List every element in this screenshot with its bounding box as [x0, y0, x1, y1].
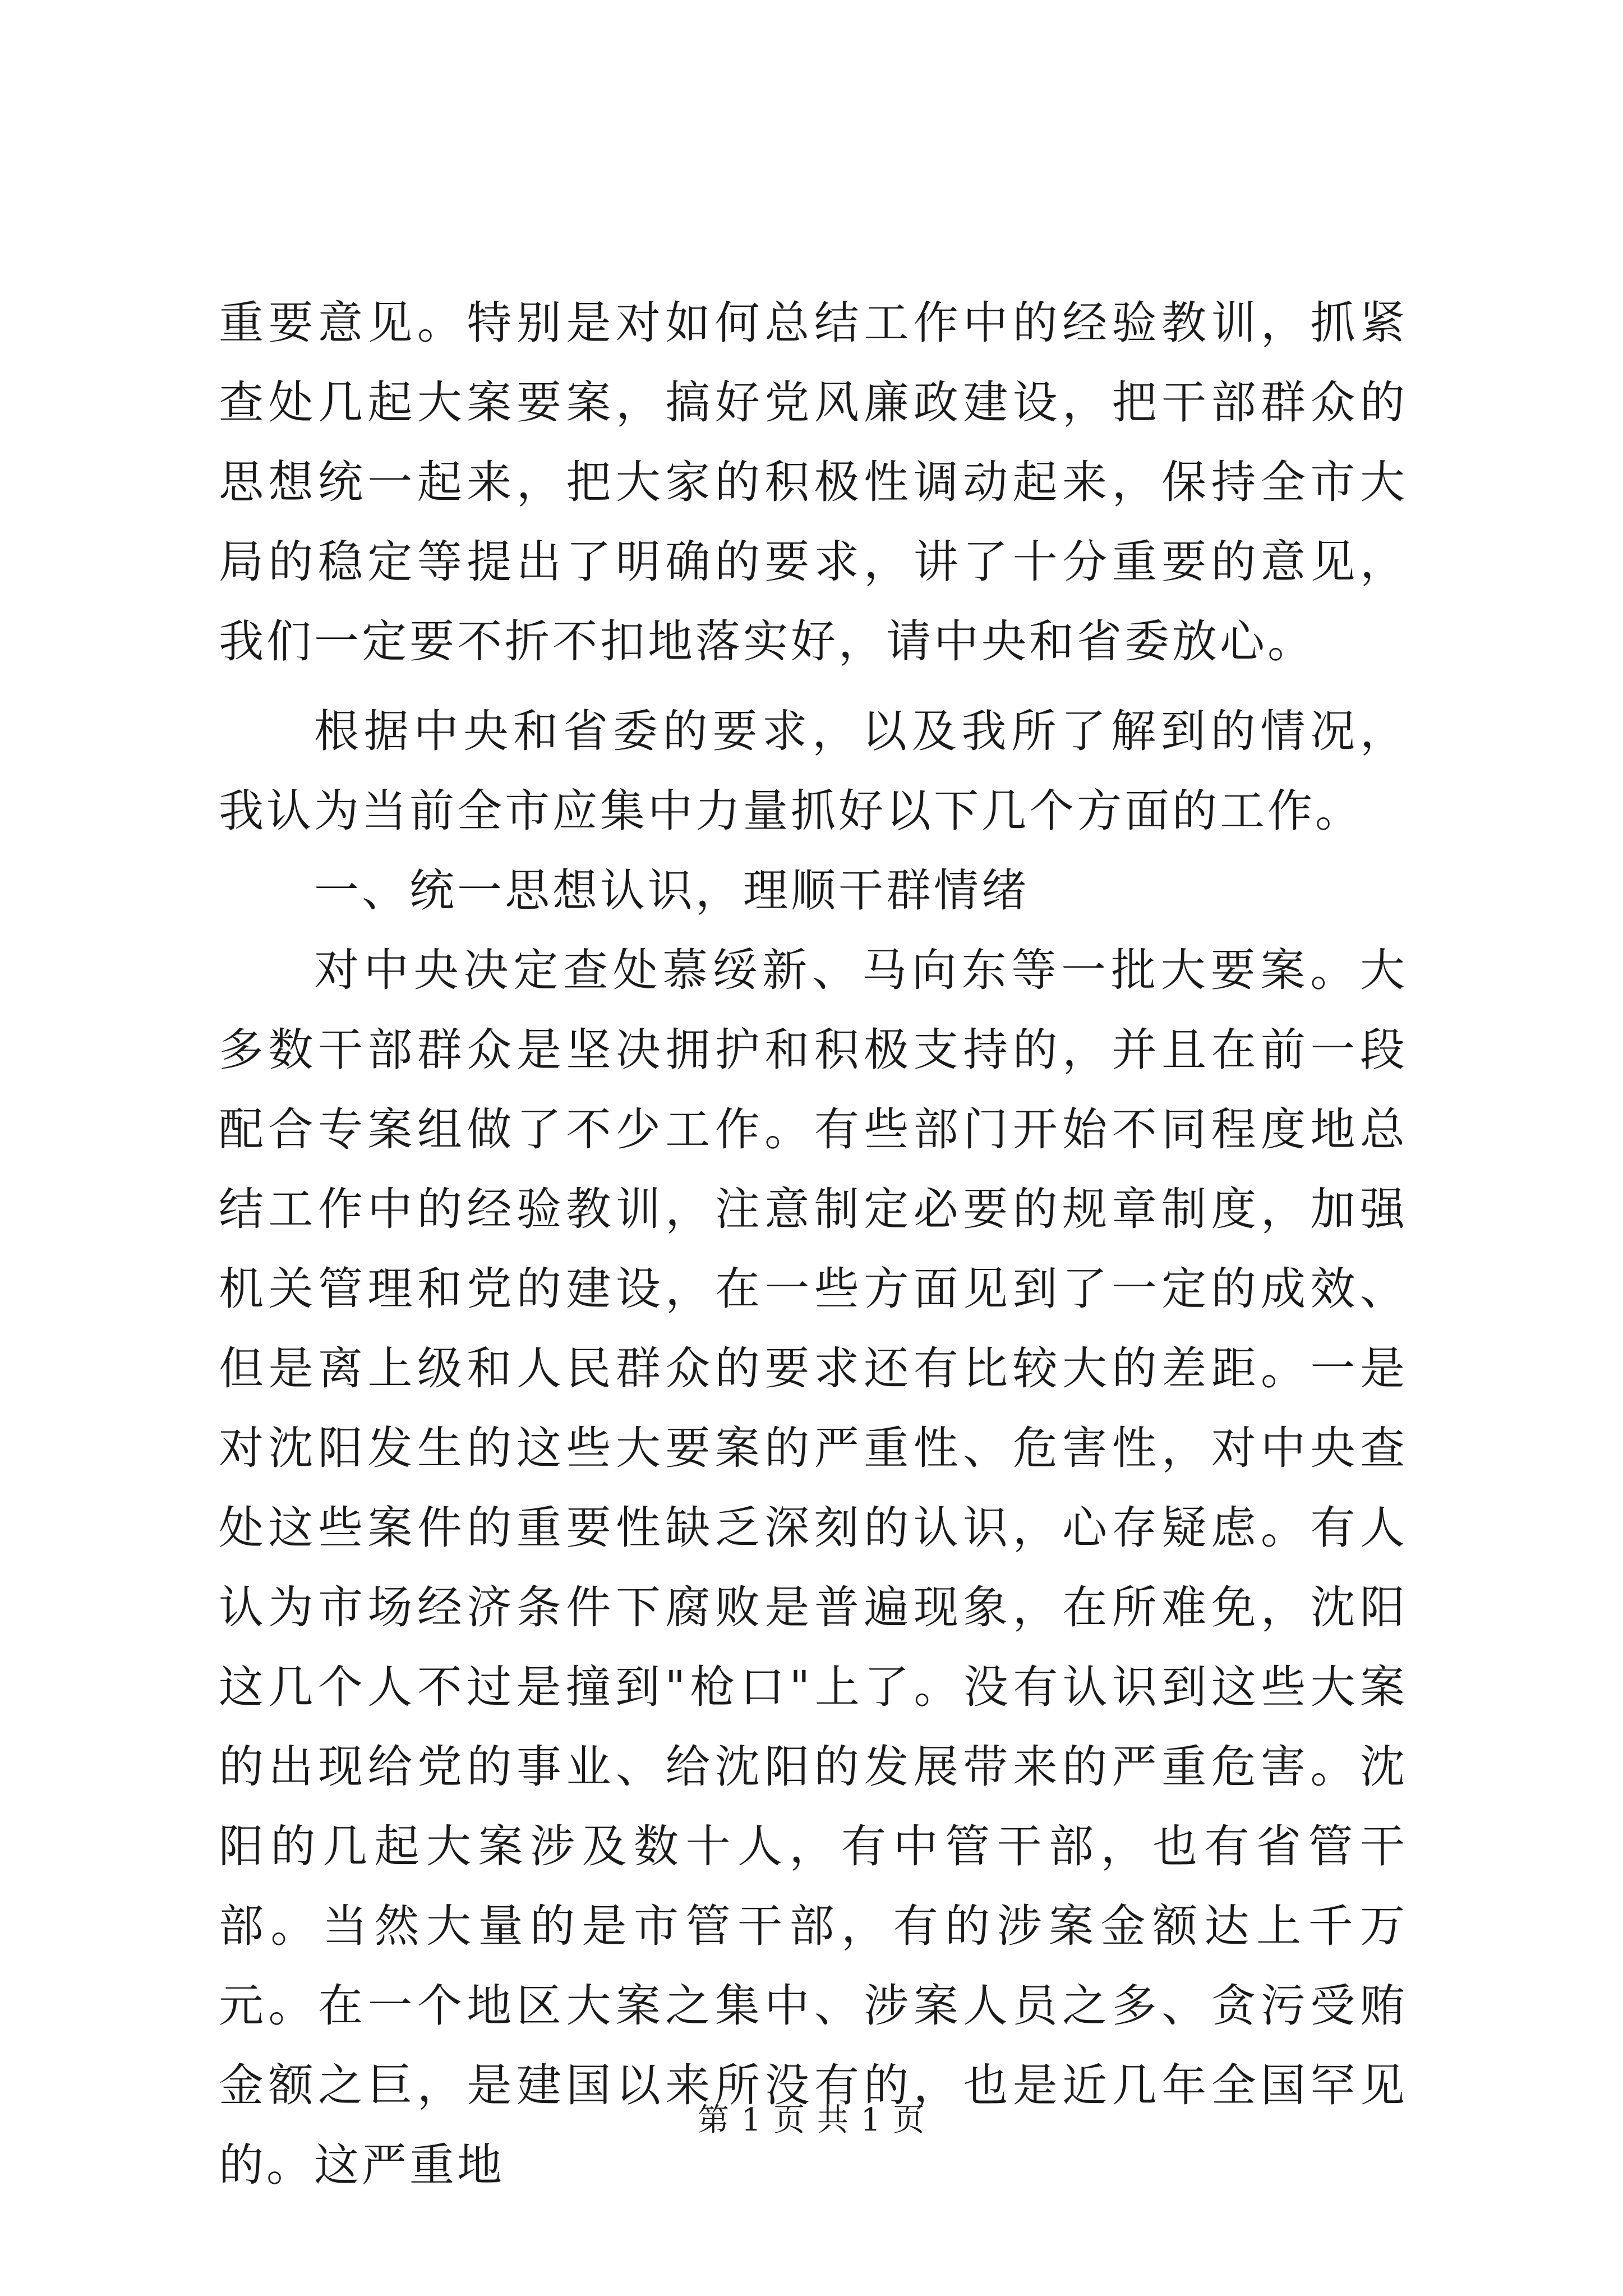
paragraph-2: 根据中央和省委的要求，以及我所了解到的情况，我认为当前全市应集中力量抓好以下几个方面的工作。 — [219, 705, 1408, 837]
paragraph-3: 对中央决定查处慕绥新、马向东等一批大要案。大多数干部群众是坚决拥护和积极支持的，并且在前一段配合专案组做了不少工作。有些部门开始不同程度地总结工作中的经验教训，注意制定必要的规章制度，加强机关管理和党的建设，在一些方面见到了一定的成效、但是离上级和人民群众的要求还有比较大的差距。一是对沈阳发生的这些大要案的严重性、危害性，对中央查处这些案件的重要性缺乏深刻的认识，心存疑虑。有人认为市场经济条件下腐败是普遍现象，在所难免，沈阳这几个人不过是撞到"枪口"上了。没有认识到这些大案的出现给党的事业、给沈阳的发展带来的严重危害。沈阳的几起大案涉及数十人，有中管干部，也有省管干部。当然大量的是市管干部，有的涉案金额达上千万元。在一个地区大案之集中、涉案人员之多、贪污受贿金额之巨，是建国以来所没有的，也是近几年全国罕见的。这严重地 — [219, 944, 1408, 2191]
paragraph-1: 重要意见。特别是对如何总结工作中的经验教训，抓紧查处几起大案要案，搞好党风廉政建设，把干部群众的思想统一起来，把大家的积极性调动起来，保持全市大局的稳定等提出了明确的要求，讲了十分重要的意见，我们一定要不折不扣地落实好，请中央和省委放心。 — [219, 297, 1408, 668]
document-body — [219, 283, 1408, 2205]
page-footer: 第 1 页 共 1 页 — [697, 2102, 926, 2138]
section-heading-1: 一、统一思想认识，理顺干群情绪 — [314, 864, 1029, 917]
